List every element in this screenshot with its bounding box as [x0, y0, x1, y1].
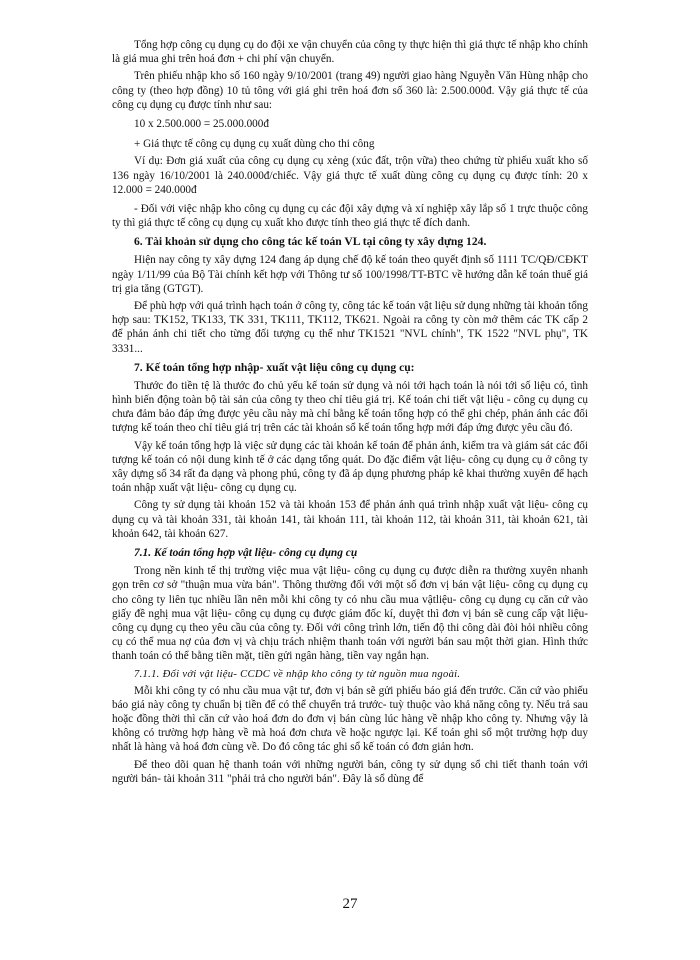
paragraph: Để theo dõi quan hệ thanh toán với những người bán, công ty sử dụng sổ chi tiết thanh toán với người bán- tài khoản 311 "phải trả cho người bán". Đây là sổ dùng để	[112, 758, 588, 785]
section-heading-6: 6. Tài khoản sử dụng cho công tác kế toán VL tại công ty xây dựng 124.	[134, 235, 487, 249]
paragraph: Công ty sử dụng tài khoản 152 và tài khoản 153 để phản ánh quá trình nhập xuất vật liệu- công cụ dụng cụ và tài khoản 331, tài khoản 141, tài khoản 111, tài khoản 112, tài khoản 311, tài khoản 621, tài khoản 642, tài khoản 627.	[112, 499, 588, 540]
paragraph: Thước đo tiền tệ là thước đo chủ yếu kế toán sử dụng và nói tới hạch toán là nói tới số liệu có, tình hình biến động toàn bộ tài sản của công ty theo chỉ tiêu giá trị. Kế toán chi tiết vật liệu - công cụ dụng cụ chưa đảm bảo đáp ứng được yêu cầu này mà chỉ bằng kế toán tổng hợp có thể ghi chép, phản ánh các đối tượng kế toán theo chỉ tiêu giá trị trên các tài khoản sổ kế toán tổng hợp mới đáp ứng được yêu cầu đó.	[112, 379, 588, 435]
subsection-heading-7-1: 7.1. Kế toán tổng hợp vật liệu- công cụ dụng cụ	[134, 547, 358, 560]
paragraph: Trong nền kinh tế thị trường việc mua vật liệu- công cụ dụng cụ được diễn ra thường xuyên nhanh gọn trên cơ sở "thuận mua vừa bán". Thông thường đối với một số đơn vị bán vật liệu- công cụ dụng cụ cho công ty liên tục nhiều lần nên mỗi khi công ty có nhu cầu mua vậtliệu- công cụ dụng cụ căn cứ vào giấy đề nghị mua vật liệu- công cụ dụng cụ được giám đốc kí, duyệt thì đơn vị bán sẽ cung cấp vật liệu- công cụ dụng cụ theo yêu cầu của công ty. Đối với công trình lớn, tiến độ thi công dài đòi hỏi nhiều công cụ có thể mua nợ của đơn vị và chịu trách nhiệm thanh toán với người bán sau một thời gian. Hình thức thanh toán có thể bằng tiền mặt, tiền gửi ngân hàng, tiền vay ngắn hạn.	[112, 565, 588, 663]
paragraph: Ví dụ: Đơn giá xuất của công cụ dụng cụ xẻng (xúc đất, trộn vữa) theo chứng từ phiếu xuất kho số 136 ngày 16/10/2001 là 240.000đ/chiếc. Vậy giá thực tế xuất dùng công cụ dụng cụ được tính: 20 x 12.000 = 240.000đ	[112, 155, 588, 196]
paragraph: Mỗi khi công ty có nhu cầu mua vật tư, đơn vị bán sẽ gửi phiếu báo giá đến trước. Căn cứ vào phiếu báo giá này công ty chuẩn bị tiền để có thể chuyển trả trước- tuỳ thuộc vào khả năng công ty. Nếu trả sau hoặc đồng thời thì căn cứ vào hoá đơn do đơn vị bán cùng lúc hàng về nhập kho công ty. Nhưng vậy là không có trường hợp hàng về mà hoá đơn chưa về hoặc ngược lại. Kế toán ghi sổ một trường hợp duy nhất là hàng và hoá đơn cùng về. Do đó công tác ghi sổ kế toán có đơn giản hơn.	[112, 684, 588, 754]
subsection-heading-7-1-1: 7.1.1. Đối với vật liệu- CCDC về nhập kho công ty từ nguồn mua ngoài.	[134, 668, 461, 680]
paragraph: Hiện nay công ty xây dựng 124 đang áp dụng chế độ kế toán theo quyết định số 1111 TC/QĐ/CĐKT ngày 1/11/99 của Bộ Tài chính kết hợp với Thông tư số 100/1998/TT-BTC về hướng dẫn kế toán thuế giá trị gia tăng (GTGT).	[112, 254, 588, 295]
paragraph: Để phù hợp với quá trình hạch toán ở công ty, công tác kế toán vật liệu sử dụng những tài khoản tổng hợp sau: TK152, TK133, TK 331, TK111, TK112, TK621. Ngoài ra công ty còn mở thêm các TK cấp 2 để phản ánh chi tiết cho từng đối tượng cụ thể như TK1521 "NVL chính", TK 1522 "NVL phụ", TK 3331...	[112, 300, 588, 355]
paragraph: Tổng hợp công cụ dụng cụ do đội xe vận chuyển của công ty thực hiện thì giá thực tế nhập kho chính là giá mua ghi trên hoá đơn + chi phí vận chuyển.	[112, 39, 588, 66]
formula-line: 10 x 2.500.000 = 25.000.000đ	[134, 118, 269, 131]
section-heading-7: 7. Kế toán tổng hợp nhập- xuất vật liệu công cụ dụng cụ:	[134, 360, 415, 374]
paragraph: - Đối với việc nhập kho công cụ dụng cụ các đội xây dựng và xí nghiệp xây lắp số 1 trực thuộc công ty thì giá thực tế công cụ dụng cụ xuất kho được tính theo giá thực tế đích danh.	[112, 203, 588, 230]
paragraph: Vậy kế toán tổng hợp là việc sử dụng các tài khoản kế toán để phản ánh, kiểm tra và giám sát các đối tượng kế toán có nội dung kinh tế ở các dạng tổng quát. Do đặc điểm vật liệu- công cụ dụng cụ ở công ty xây dựng số 34 rất đa dạng và phong phú, công ty đã áp dụng phương pháp kê khai thường xuyên để hạch toán nhập xuất vật liệu- công cụ dụng cụ.	[112, 439, 588, 495]
paragraph: Trên phiếu nhập kho số 160 ngày 9/10/2001 (trang 49) người giao hàng Nguyễn Văn Hùng nhập cho công ty (theo hợp đồng) 10 tủ tông với giá ghi trên hoá đơn số 360 là: 2.500.000đ. Vậy giá thực tế của công cụ dụng cụ được tính như sau:	[112, 70, 588, 111]
paragraph: + Giá thực tế công cụ dụng cụ xuất dùng cho thi công	[134, 138, 375, 151]
page-number: 27	[342, 896, 358, 912]
